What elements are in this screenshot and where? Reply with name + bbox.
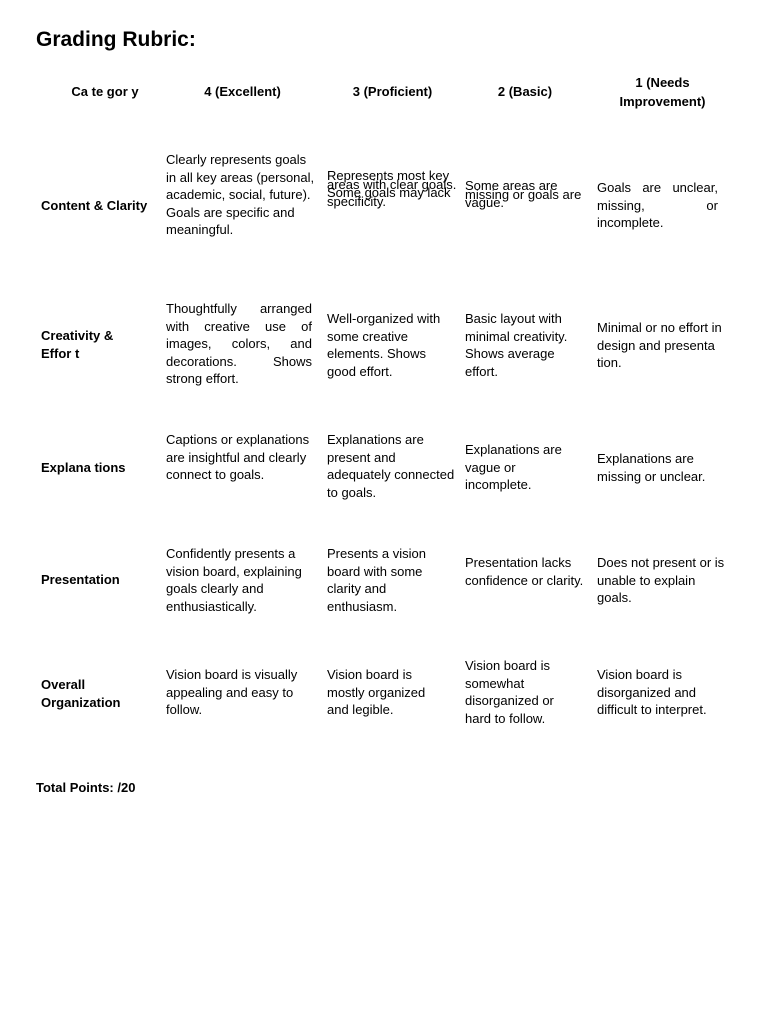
row-category-explanations: Explana tions (41, 460, 126, 475)
cell-explanations-excellent: Captions or explanations are insightful and clearly connect to goals. (166, 432, 310, 482)
cell-presentation-needs: Does not present or is unable to explain goals. (597, 555, 725, 605)
total-points: Total Points: /20 (36, 780, 136, 795)
cell-creativity-excellent: Thoughtfully arranged with creative use of images, colors, and decorations. Shows strong effort. (166, 301, 312, 386)
header-excellent: 4 (Excellent) (204, 84, 281, 99)
cell-content-needs: Goals are unclear, missing, or incomplete. (597, 180, 718, 230)
header-category: Ca te gor y (71, 84, 139, 99)
row-category-overall-organization: Overall Organization (41, 677, 121, 710)
cell-content-excellent: Clearly represents goals in all key areas (personal, academic, social, future). Goals are specific and meaningful. (166, 152, 315, 237)
header-proficient: 3 (Proficient) (352, 84, 433, 99)
cell-presentation-basic: Presentation lacks confidence or clarity. (465, 555, 584, 588)
cell-organization-needs: Vision board is disorganized and difficult to interpret. (597, 667, 707, 717)
page-title: Grading Rubric: (36, 28, 196, 51)
cell-organization-excellent: Vision board is visually appealing and easy to follow. (166, 667, 298, 717)
header-basic: 2 (Basic) (497, 84, 553, 99)
cell-presentation-proficient: Presents a vision board with some clarity and enthusiasm. (327, 546, 426, 614)
row-category-presentation: Presentation (41, 572, 120, 587)
cell-presentation-excellent: Confidently presents a vision board, explaining goals clearly and enthusiastically. (166, 546, 302, 614)
cell-creativity-needs: Minimal or no effort in design and presenta tion. (597, 320, 722, 370)
cell-content-proficient: Represents most key areas with clear goals. Some goals may lack specificity. (327, 168, 457, 209)
cell-organization-proficient: Vision board is mostly organized and legible. (327, 667, 426, 717)
cell-content-basic: Some areas are missing or goals are vague. (465, 178, 582, 210)
cell-creativity-proficient: Well-organized with some creative elements. Shows good effort. (327, 311, 441, 379)
cell-explanations-proficient: Explanations are present and adequately connected to goals. (327, 432, 455, 500)
cell-creativity-basic: Basic layout with minimal creativity. Shows average effort. (465, 311, 568, 379)
cell-organization-basic: Vision board is somewhat disorganized or hard to follow. (465, 658, 554, 726)
header-needs-improvement: 1 (Needs Improvement) (619, 75, 706, 109)
row-category-content-clarity: Content & Clarity (41, 198, 148, 213)
cell-explanations-basic: Explanations are vague or incomplete. (465, 442, 562, 492)
row-category-creativity-effort: Creativity & Effor t (41, 328, 114, 361)
cell-explanations-needs: Explanations are missing or unclear. (597, 451, 706, 484)
